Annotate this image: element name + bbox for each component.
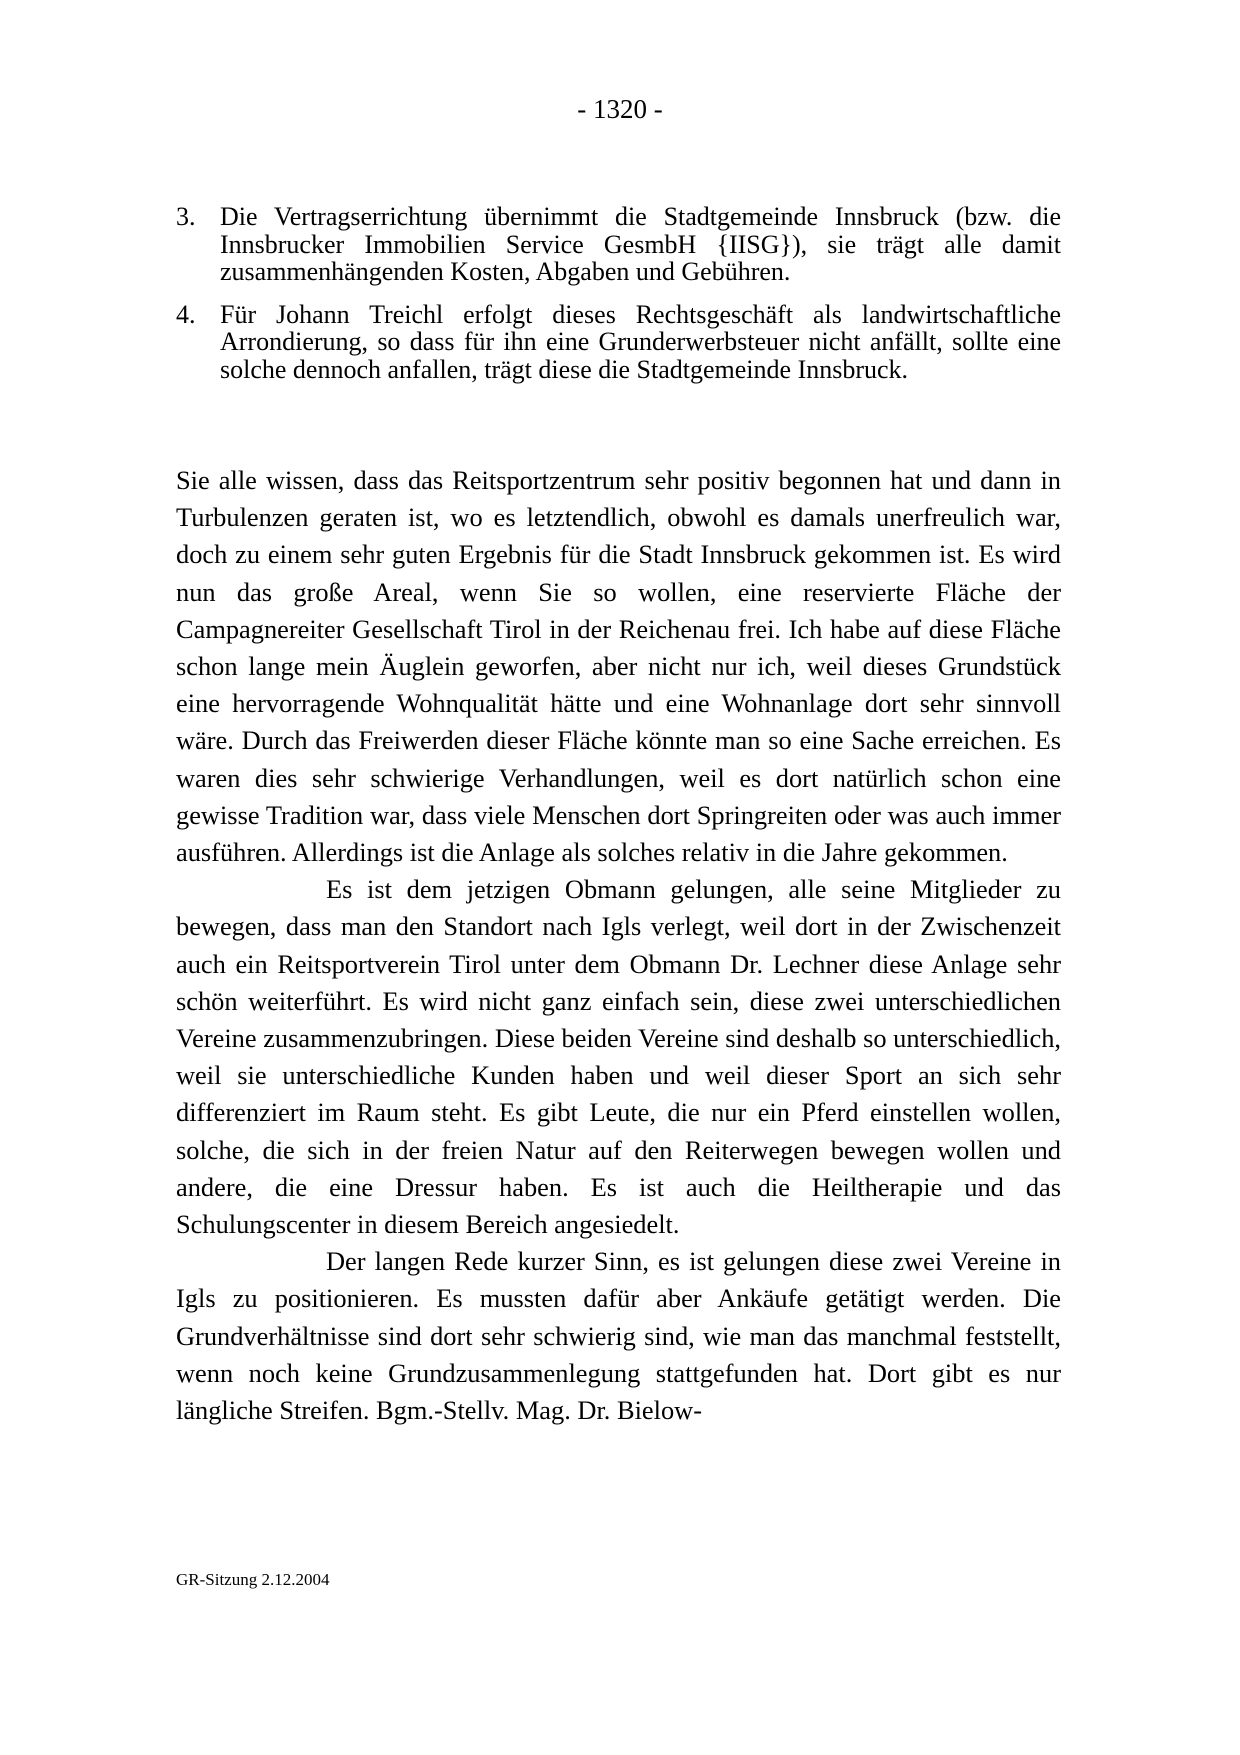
paragraph: Sie alle wissen, dass das Reitsportzentrum sehr positiv begonnen hat und dann in Turbulenzen geraten ist, wo es letztendlich, obwohl es damals unerfreulich war, doch zu einem sehr guten Ergebnis für die Stadt Innsbruck gekommen ist. Es wird nun das große Areal, wenn Sie so wollen, eine reservierte Fläche der Campagnereiter Gesellschaft Tirol in der Reichenau frei. Ich habe auf diese Fläche schon lange mein Äuglein geworfen, aber nicht nur ich, weil dieses Grundstück eine hervorragende Wohnqualität hätte und eine Wohnanlage dort sehr sinnvoll wäre. Durch das Freiwerden dieser Fläche könnte man so eine Sache erreichen. Es waren dies sehr schwierige Verhandlungen, weil es dort natürlich schon eine gewisse Tradition war, dass viele Menschen dort Springreiten oder was auch immer ausführen. Allerdings ist die Anlage als solches relativ in die Jahre gekommen. (176, 465, 1061, 868)
list-item (176, 301, 1061, 384)
numbered-list (176, 203, 1061, 383)
footer-session-date: GR-Sitzung 2.12.2004 (176, 1570, 330, 1589)
paragraph: Es ist dem jetzigen Obmann gelungen, alle seine Mitglieder zu bewegen, dass man den Standort nach Igls verlegt, weil dort in der Zwischenzeit auch ein Reitsportverein Tirol unter dem Obmann Dr. Lechner diese Anlage sehr schön weiterführt. Es wird nicht ganz einfach sein, diese zwei unterschiedlichen Vereine zusammenzubringen. Diese beiden Vereine sind deshalb so unterschiedlich, weil sie unterschiedliche Kunden haben und weil dieser Sport an sich sehr differenziert im Raum steht. Es gibt Leute, die nur ein Pferd einstellen wollen, solche, die sich in der freien Natur auf den Reiterwegen bewegen wollen und andere, die eine Dressur haben. Es ist auch die Heiltherapie und das Schulungscenter in diesem Bereich angesiedelt. (176, 874, 1061, 1240)
list-item-number: 3. (176, 202, 196, 231)
list-item-text: Für Johann Treichl erfolgt dieses Rechtsgeschäft als landwirtschaftliche Arrondierung, so dass für ihn eine Grunderwerbsteuer nicht anfällt, sollte eine solche dennoch anfallen, trägt diese die Stadtgemeinde Innsbruck. (220, 299, 1061, 384)
list-item-number: 4. (176, 299, 196, 329)
page-number: - 1320 - (577, 94, 663, 124)
body-text (176, 462, 1061, 1429)
list-item (176, 203, 1061, 286)
list-item-text: Die Vertragserrichtung übernimmt die Stadtgemeinde Innsbruck (bzw. die Innsbrucker Immobilien Service GesmbH {IISG}), sie trägt alle damit zusammenhängenden Kosten, Abgaben und Gebühren. (220, 202, 1061, 286)
paragraph: Der langen Rede kurzer Sinn, es ist gelungen diese zwei Vereine in Igls zu positionieren. Es mussten dafür aber Ankäufe getätigt werden. Die Grundverhältnisse sind dort sehr schwierig sind, wie man das manchmal feststellt, wenn noch keine Grundzusammenlegung stattgefunden hat. Dort gibt es nur längliche Streifen. Bgm.-Stellv. Mag. Dr. Bielow- (176, 1246, 1061, 1426)
